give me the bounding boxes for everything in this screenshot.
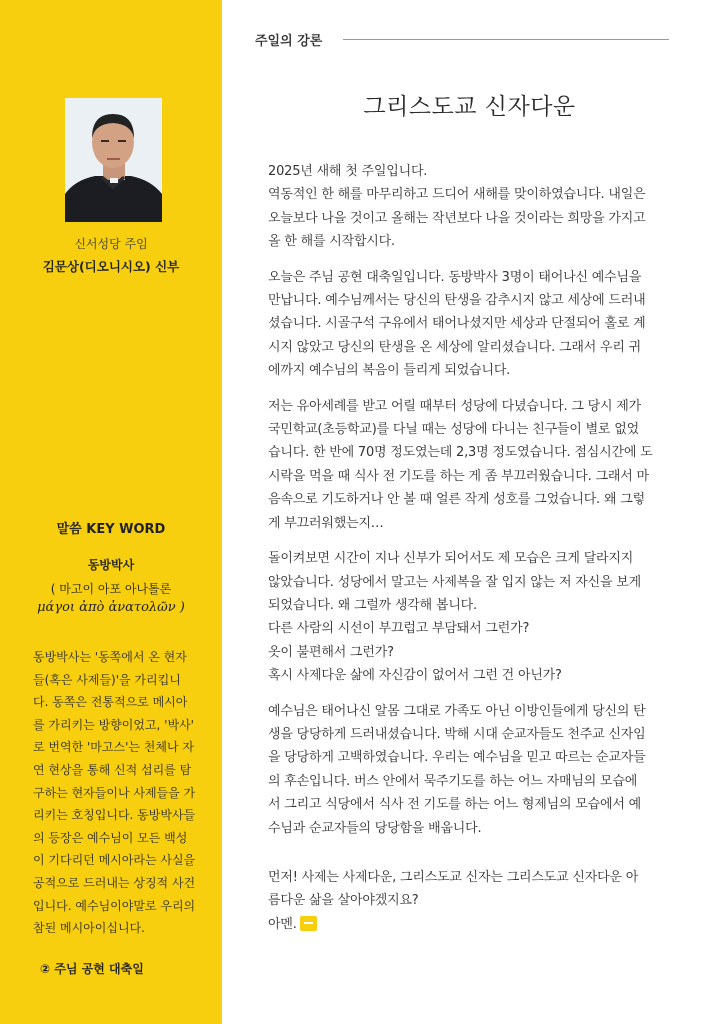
keyword-line: 리키는 호칭입니다. 동방박사들 — [33, 808, 196, 823]
article-line: 습니다. 한 반에 70명 정도였는데 2,3명 정도였습니다. 점심시간에 도 — [268, 445, 653, 461]
article-line: 셨습니다. 시골구석 구유에서 태어나셨지만 세상과 단절되어 홀로 계 — [268, 316, 646, 332]
author-name: 김문상(디오니시오) 신부 — [42, 259, 180, 274]
section-label: 주일의 강론 — [255, 34, 323, 49]
keyword-line: 를 가리키는 방향이었고, '박사' — [33, 717, 194, 732]
keyword-explanation — [33, 646, 199, 940]
keyword-line: 이 기다리던 메시아라는 사실을 — [33, 853, 196, 868]
article-line: 2025년 새해 첫 주일입니다. — [268, 164, 428, 179]
article-line: 의 후손입니다. 버스 안에서 묵주기도를 하는 어느 자매님의 모습에 — [268, 773, 638, 789]
closing-line — [268, 913, 668, 936]
article-line: 예수님은 태어나신 알몸 그대로 가족도 아닌 이방인들에게 당신의 탄 — [268, 703, 646, 719]
keyword-line: 입니다. 예수님이야말로 우리의 — [33, 898, 196, 913]
article-line: 역동적인 한 해를 마무리하고 드디어 새해를 맞이하였습니다. 내일은 — [268, 187, 646, 203]
article-line: 시지 않았고 당신의 탄생을 온 세상에 알리셨습니다. 그래서 우리 귀 — [268, 339, 641, 355]
keyword-line: 들(혹은 사제들)'을 가리킵니 — [33, 672, 181, 687]
article-line: 다른 사람의 시선이 부끄럽고 부담돼서 그런가? — [268, 621, 530, 637]
article-line: 옷이 불편해서 그런가? — [268, 644, 394, 660]
article-paragraph — [268, 160, 668, 254]
keyword-title: 말씀 KEY WORD — [56, 522, 166, 537]
article-line: 않았습니다. 성당에서 말고는 사제복을 잘 입지 않는 저 자신을 보게 — [268, 574, 641, 590]
keyword-reading: ( 마고이 아포 아나톨론 — [50, 582, 172, 596]
article-line: 시락을 먹을 때 식사 전 기도를 하는 게 좀 부끄러웠습니다. 그래서 마 — [268, 468, 649, 484]
keyword-greek: μάγοι ἀπὸ ἀνατολῶν ) — [37, 600, 185, 615]
keyword-line: 참된 메시아이십니다. — [33, 921, 145, 936]
article-line: 생을 당당하게 드러내셨습니다. 박해 시대 순교자들도 천주교 신자임 — [268, 726, 646, 742]
keyword-line: 동방박사는 '동쪽에서 온 현자 — [33, 650, 187, 664]
keyword-line: 구하는 현자들이나 사제들을 가 — [33, 785, 196, 800]
section-divider — [343, 39, 669, 40]
article-line: 올 한 해를 시작합시다. — [268, 234, 395, 250]
article-line: 만납니다. 예수님께서는 당신의 탄생을 감추시지 않고 세상에 드러내 — [268, 293, 646, 309]
article-line: 먼저! 사제는 사제다운, 그리스도교 신자는 그리스도교 신자다운 아 — [268, 869, 639, 885]
page-title: 그리스도교 신자다운 — [363, 94, 576, 120]
article-line: 되었습니다. 왜 그럴까 생각해 봅니다. — [268, 597, 477, 613]
article-paragraph — [268, 866, 668, 936]
keyword-line: 연 현상을 통해 신적 섭리를 탐 — [33, 762, 192, 777]
page-footer: ② 주님 공현 대축일 — [40, 962, 144, 976]
article-line: 저는 유아세례를 받고 어릴 때부터 성당에 다녔습니다. 그 당시 제가 — [268, 398, 641, 414]
article-paragraph — [268, 395, 668, 535]
article-line: 에까지 예수님의 복음이 들리게 되었습니다. — [268, 363, 511, 379]
article-line: 오늘은 주님 공현 대축일입니다. 동방박사 3명이 태어나신 예수님을 — [268, 269, 642, 285]
article-line: 혹시 사제다운 삶에 자신감이 없어서 그런 건 아닌가? — [268, 668, 562, 684]
end-mark-icon — [300, 916, 317, 931]
keyword-term: 동방박사 — [87, 558, 135, 572]
amen-text: 아멘. — [268, 916, 297, 932]
article-paragraph — [268, 547, 668, 687]
author-role: 신서성당 주임 — [74, 237, 148, 251]
paragraph-spacer — [268, 852, 668, 866]
keyword-line: 로 번역한 '마고스'는 천체나 자 — [33, 740, 194, 755]
keyword-line: 공적으로 드러내는 상징적 사건 — [33, 875, 196, 890]
article-line: 수님과 순교자들의 당당함을 배웁니다. — [268, 820, 482, 836]
article-line: 오늘보다 나을 것이고 올해는 작년보다 나을 것이라는 희망을 가지고 — [268, 210, 646, 226]
author-photo — [65, 98, 162, 222]
keyword-line: 의 등장은 예수님이 모든 백성 — [33, 830, 188, 845]
article-line: 게 부끄러워했는지… — [268, 515, 384, 531]
article-paragraph — [268, 700, 668, 840]
article-paragraph — [268, 266, 668, 383]
article-line: 국민학교(초등학교)를 다닐 때는 성당에 다니는 친구들이 별로 없었 — [268, 422, 639, 438]
article-line: 음속으로 기도하거나 안 볼 때 얼른 작게 성호를 그었습니다. 왜 그렇 — [268, 492, 645, 508]
article-body — [268, 160, 668, 948]
article-line: 을 당당하게 고백하였습니다. 우리는 예수님을 믿고 따르는 순교자들 — [268, 750, 646, 766]
article-line: 돌이켜보면 시간이 지나 신부가 되어서도 제 모습은 크게 달라지지 — [268, 551, 634, 567]
article-line: 름다운 삶을 살아야겠지요? — [268, 893, 419, 909]
sidebar — [0, 0, 222, 1024]
article-line: 서 그리고 식당에서 식사 전 기도를 하는 어느 형제님의 모습에서 예 — [268, 797, 641, 813]
keyword-line: 다. 동쪽은 전통적으로 메시아 — [33, 695, 188, 710]
